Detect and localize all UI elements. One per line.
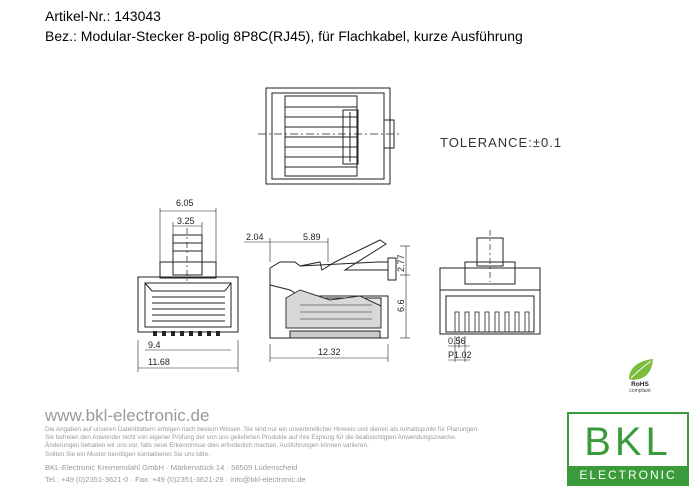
website-link[interactable]: www.bkl-electronic.de: [45, 406, 210, 425]
dim-2-77: 2.77: [396, 254, 406, 272]
bkl-logo-letters: BKL: [584, 420, 672, 464]
tolerance-note: TOLERANCE:±0.1: [440, 135, 563, 150]
disclaimer-line: Die Angaben auf unseren Datenblättern erfolgen nach bestem Wissen. Sie sind nur ein unverbindlicher Hinweis und dienen als Anhaltspunkt für Planungen.: [45, 426, 479, 433]
top-view: [258, 88, 400, 184]
bkl-logo: [567, 412, 689, 486]
company-address: BKL-Electronic Kreimendahl GmbH · Märkenstück 14 · 58509 Lüdenscheid: [45, 463, 298, 472]
dim-5-89: 5.89: [303, 232, 321, 242]
bkl-logo-bar: ELECTRONIC: [569, 466, 687, 484]
side-view: [244, 238, 410, 362]
disclaimer-line: Änderungen behalten wir uns vor, falls neue Erkenntnisse dies erforderlich machen. Ausführungen können variieren.: [45, 442, 369, 450]
dim-12-32: 12.32: [318, 347, 341, 357]
rohs-label: RoHS: [631, 381, 649, 388]
dim-11-68: 11.68: [148, 357, 170, 367]
dim-2-04: 2.04: [246, 232, 264, 242]
dim-3-25: 3.25: [177, 216, 195, 226]
dim-pitch-1-02: P1.02: [448, 350, 472, 360]
disclaimer-line: Sollten Sie ein Muster benötigen kontaktieren Sie uns bitte.: [45, 450, 210, 458]
dim-6-6: 6.6: [396, 299, 406, 312]
rohs-sublabel: compliant: [629, 388, 651, 394]
dim-9-4: 9.4: [148, 340, 161, 350]
contact-info: [45, 462, 306, 486]
product-description: Bez.: Modular-Stecker 8-polig 8P8C(RJ45), für Flachkabel, kurze Ausführung: [45, 28, 523, 44]
disclaimer: [45, 426, 545, 459]
dim-0-56: 0.56: [448, 336, 466, 346]
dim-6-05: 6.05: [176, 198, 194, 208]
company-phone: Tel.: +49 (0)2351-3621-0 · Fax: +49 (0)2351-3621-29 · info@bkl-electronic.de: [45, 475, 306, 484]
article-number: Artikel-Nr.: 143043: [45, 8, 161, 24]
disclaimer-line: Sie befreien den Anwender nicht von eigener Prüfung der von uns gelieferten Produkte auf ihre Eignung für die beabsichtigten Anwendungszwecke.: [45, 434, 457, 442]
